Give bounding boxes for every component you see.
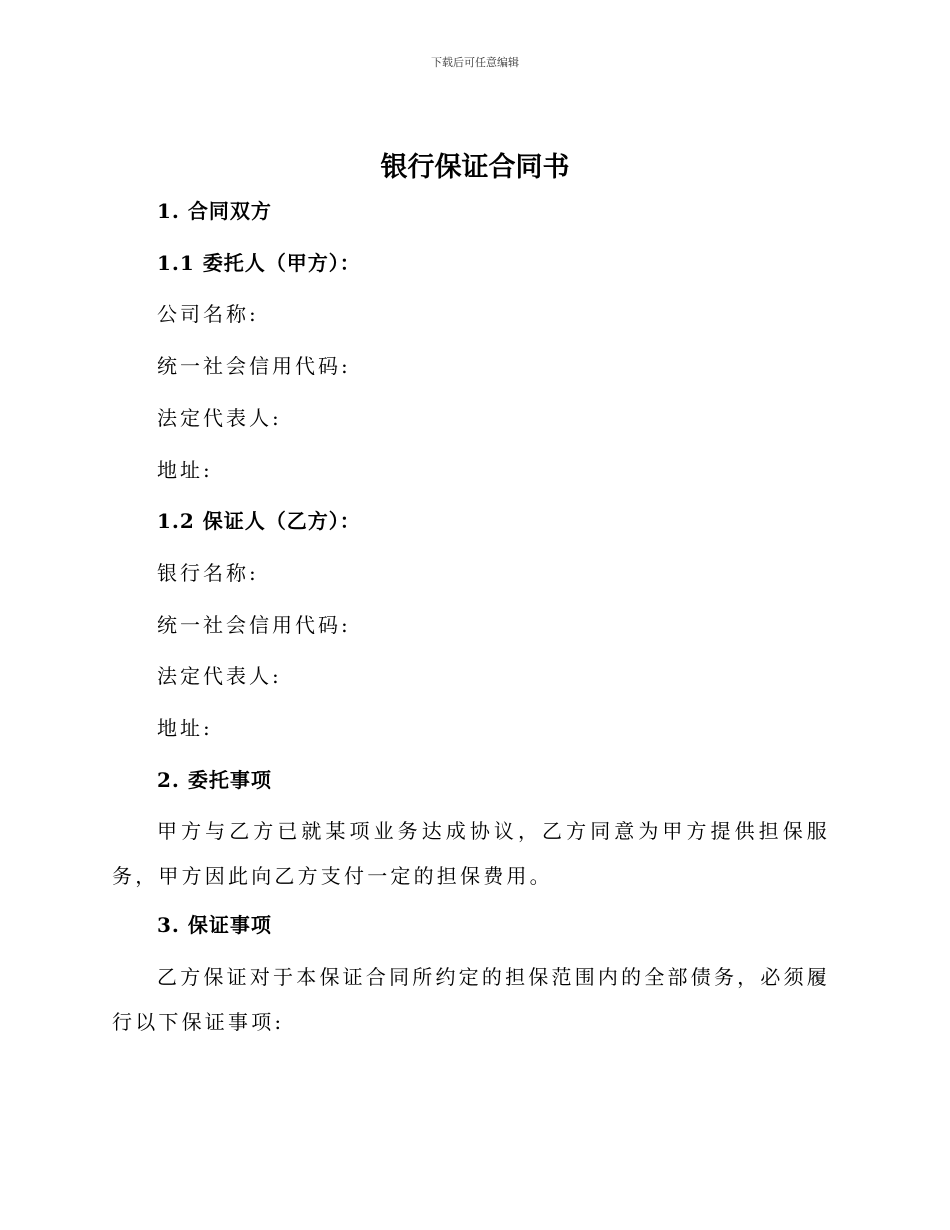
party-b-address-label: 地址: xyxy=(157,716,213,740)
subsection-heading-party-b: 1.2 保证人（乙方）： xyxy=(157,509,361,533)
party-a-credit-code-label: 统一社会信用代码: xyxy=(157,354,351,378)
section-heading-parties: 1. 合同双方 xyxy=(157,199,272,223)
document-title: 银行保证合同书 xyxy=(380,152,570,183)
party-a-address-label: 地址: xyxy=(157,458,213,482)
subsection-heading-party-a: 1.1 委托人（甲方）： xyxy=(157,251,361,275)
party-b-legal-rep-label: 法定代表人: xyxy=(157,664,282,688)
header-note: 下载后可任意编辑 xyxy=(431,56,519,69)
section-heading-entrustment: 2. 委托事项 xyxy=(157,768,272,792)
party-b-bank-name-label: 银行名称: xyxy=(157,561,259,585)
party-b-credit-code-label: 统一社会信用代码: xyxy=(157,613,351,637)
party-a-legal-rep-label: 法定代表人: xyxy=(157,406,282,430)
guarantee-paragraph: 乙方保证对于本保证合同所约定的担保范围内的全部债务，必须履行以下保证事项: xyxy=(112,965,830,1034)
section-heading-guarantee: 3. 保证事项 xyxy=(157,913,272,937)
party-a-company-name-label: 公司名称: xyxy=(157,302,259,326)
entrustment-paragraph: 甲方与乙方已就某项业务达成协议，乙方同意为甲方提供担保服务，甲方因此向乙方支付一定的担保费用。 xyxy=(112,819,830,888)
